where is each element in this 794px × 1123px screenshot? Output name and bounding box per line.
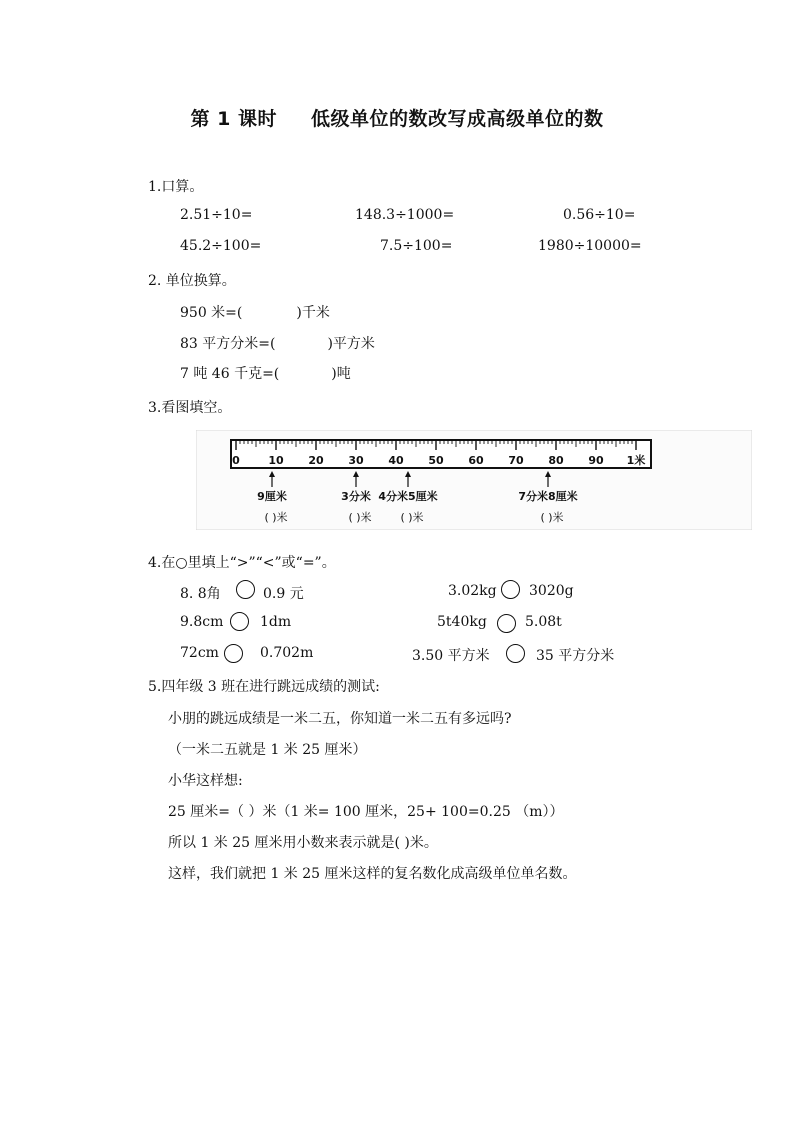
q4-row3-left-b: 0.702m	[260, 645, 314, 661]
q4-row1-right-b: 3020g	[529, 583, 574, 599]
ruler-tick-label: 20	[308, 454, 324, 467]
ruler-point-label: 4分米5厘米	[378, 490, 438, 503]
ruler-tick-label: 0	[232, 454, 240, 467]
q2-item-1: 950 米=( )千米	[180, 305, 330, 321]
q4-row3-right-b: 35 平方分米	[536, 648, 615, 664]
ruler-point-label: 9厘米	[257, 490, 287, 503]
q4-heading: 4.在○里填上“>”“<”或“=”。	[148, 555, 336, 571]
q4-row2-left-b: 1dm	[260, 614, 292, 630]
ruler-tick-label: 50	[428, 454, 444, 467]
compare-circle[interactable]	[506, 644, 525, 663]
q5-line-6: 这样，我们就把 1 米 25 厘米这样的复名数化成高级单位单名数。	[168, 866, 577, 882]
q1-heading: 1.口算。	[148, 179, 204, 195]
q5-line-4: 25 厘米=（ ）米（1 米= 100 厘米，25+ 100=0.25 （m））	[168, 804, 564, 820]
compare-circle[interactable]	[497, 614, 516, 633]
ruler-tick-label: 80	[548, 454, 564, 467]
q1-item-3: 0.56÷10=	[563, 207, 636, 223]
ruler-answer-blank: ( )米	[540, 511, 564, 524]
ruler-answer-blank: ( )米	[400, 511, 424, 524]
q4-row1-left-a: 8. 8角	[180, 586, 221, 602]
q4-row3-left-a: 72cm	[180, 645, 219, 661]
ruler-answer-blank: ( )米	[264, 511, 288, 524]
q2-item-2: 83 平方分米=( )平方米	[180, 336, 375, 352]
q3-heading: 3.看图填空。	[148, 400, 232, 416]
ruler-tick-label: 10	[268, 454, 284, 467]
ruler-tick-label: 70	[508, 454, 524, 467]
q1-item-2: 148.3÷1000=	[355, 207, 455, 223]
compare-circle[interactable]	[236, 580, 255, 599]
q2-heading: 2. 单位换算。	[148, 273, 236, 289]
q5-line-1: 小朋的跳远成绩是一米二五，你知道一米二五有多远吗?	[168, 711, 512, 727]
q1-item-5: 7.5÷100=	[380, 238, 453, 254]
ruler-tick-label: 1米	[626, 454, 646, 467]
compare-circle[interactable]	[501, 580, 520, 599]
q1-item-1: 2.51÷10=	[180, 207, 253, 223]
ruler-point-label: 7分米8厘米	[518, 490, 578, 503]
q4-row1-left-b: 0.9 元	[263, 586, 304, 602]
ruler-point-label: 3分米	[341, 490, 371, 503]
ruler-figure	[196, 430, 752, 530]
compare-circle[interactable]	[224, 644, 243, 663]
q4-row2-right-b: 5.08t	[525, 614, 562, 630]
q4-row2-left-a: 9.8cm	[180, 614, 224, 630]
q4-row1-right-a: 3.02kg	[448, 583, 497, 599]
page-title	[0, 104, 794, 131]
q5-heading: 5.四年级 3 班在进行跳远成绩的测试:	[148, 679, 380, 695]
q4-row3-right-a: 3.50 平方米	[412, 648, 490, 664]
q1-item-4: 45.2÷100=	[180, 238, 262, 254]
ruler-answer-blank: ( )米	[348, 511, 372, 524]
lesson-topic: 低级单位的数改写成高级单位的数	[310, 108, 604, 130]
q2-item-3: 7 吨 46 千克=( )吨	[180, 366, 351, 382]
ruler-tick-label: 40	[388, 454, 404, 467]
q5-line-3: 小华这样想:	[168, 773, 243, 789]
lesson-number: 第 1 课时	[190, 108, 277, 130]
q1-item-6: 1980÷10000=	[538, 238, 642, 254]
ruler-tick-label: 60	[468, 454, 484, 467]
ruler-tick-label: 90	[588, 454, 604, 467]
q5-line-5: 所以 1 米 25 厘米用小数来表示就是( )米。	[168, 835, 438, 851]
compare-circle[interactable]	[230, 612, 249, 631]
q4-row2-right-a: 5t40kg	[437, 614, 487, 630]
ruler-tick-label: 30	[348, 454, 364, 467]
q5-line-2: （一米二五就是 1 米 25 厘米）	[168, 742, 367, 758]
